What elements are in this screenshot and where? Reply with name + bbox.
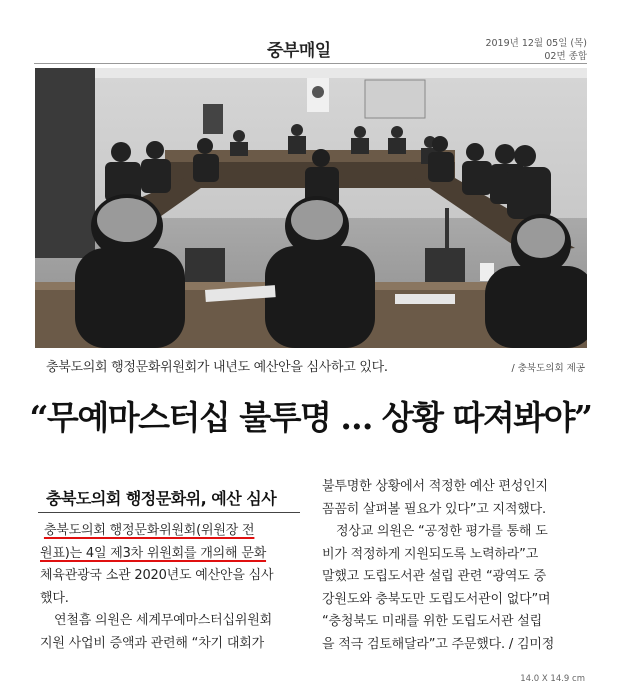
page-section: 02면 종합 (544, 51, 587, 62)
byline: / 김미정 (508, 636, 555, 652)
paper-name: 중부매일 (267, 41, 331, 61)
body-line (40, 610, 298, 633)
article-column-right (322, 476, 590, 656)
issue-date: 2019년 12월 05일 (목) (485, 38, 587, 49)
photo-caption: 충북도의회 행정문화위원회가 내년도 예산안을 심사하고 있다. (46, 360, 388, 375)
body-line (40, 520, 298, 543)
subheadline: 충북도의회 행정문화위, 예산 심사 (46, 489, 277, 508)
body-text: 연철흠 의원은 세계무예마스터십위원회 (54, 613, 272, 628)
body-text: 정상교 의원은 “공정한 평가를 통해 도 (336, 524, 548, 539)
news-photo (35, 68, 587, 348)
body-line (322, 634, 590, 657)
date-block (485, 37, 587, 63)
masthead-divider (34, 63, 587, 64)
body-line: 지원 사업비 증액과 관련해 “차기 대회가 (40, 635, 264, 651)
clip-size-note: 14.0 X 14.9 cm (520, 674, 585, 684)
headline: “무예마스터십 불투명 … 상황 따져봐야” (29, 398, 592, 437)
article-column-left (40, 520, 298, 655)
body-line: “충청북도 미래를 위한 도립도서관 설립 (322, 614, 542, 629)
body-line: 강원도와 충북도만 도립도서관이 없다”며 (322, 591, 551, 607)
body-line: 체육관광국 소관 2020년도 예산안을 심사 (40, 568, 274, 583)
body-line: 꼼꼼히 살펴볼 필요가 있다”고 지적했다. (322, 501, 546, 517)
body-line: 했다. (40, 590, 69, 606)
underlined-text: 원표)는 4일 제3차 위원회를 개의해 문화 (40, 545, 267, 561)
underlined-text: 충북도의회 행정문화위원회(위원장 전 (43, 523, 255, 538)
body-line (322, 521, 590, 544)
body-line (40, 543, 298, 566)
body-line: 비가 적정하게 지원되도록 노력하라”고 (322, 546, 539, 562)
body-text: 을 적극 검토해달라”고 주문했다. (322, 636, 505, 652)
subhead-divider (38, 512, 300, 513)
body-line: 불투명한 상황에서 적정한 예산 편성인지 (322, 479, 548, 494)
body-line: 말했고 도립도서관 설립 관련 “광역도 중 (322, 569, 546, 584)
photo-credit: / 충북도의회 제공 (511, 363, 585, 374)
